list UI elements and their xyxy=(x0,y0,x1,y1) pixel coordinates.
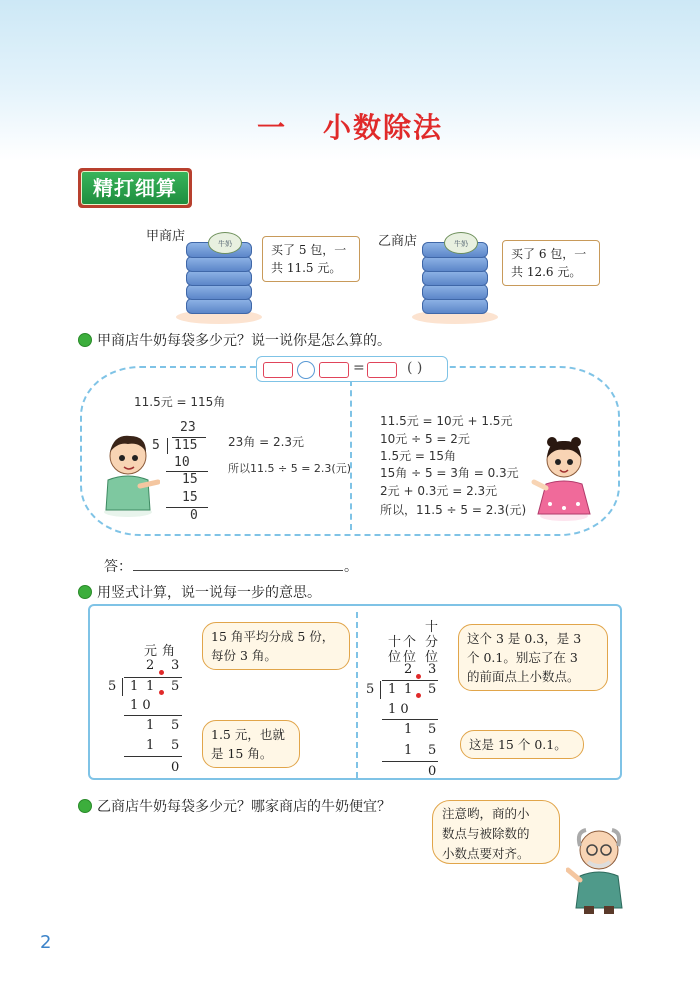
right-quotient-dec: 3 xyxy=(428,662,437,677)
page-number: 2 xyxy=(40,932,52,953)
left-step-1: 1 0 xyxy=(130,698,151,713)
left-dividend-2: 1 xyxy=(146,679,155,694)
left-dividend-1: 1 xyxy=(130,679,139,694)
section-badge-label: 精打细算 xyxy=(81,171,189,205)
girl-step-6: 所以，11.5 ÷ 5 = 2.3(元) xyxy=(380,503,527,517)
question-3: 乙商店牛奶每袋多少元？哪家商店的牛奶便宜？ xyxy=(78,796,391,816)
girl-step-1: 11.5元 = 10元 + 1.5元 xyxy=(380,414,513,428)
right-dividend-3: 5 xyxy=(428,682,437,697)
right-step-3b: 5 xyxy=(428,743,437,758)
unit-jiao: 角 xyxy=(162,644,176,659)
boy-step2: 15 xyxy=(182,472,198,487)
boy-step3: 15 xyxy=(182,490,198,505)
chapter-name: 小数除法 xyxy=(323,111,444,144)
unit-yuan: 元 xyxy=(144,644,158,659)
right-bubble-2: 这是 15 个 0.1。 xyxy=(460,730,584,759)
teacher-tip-bubble: 注意哟，商的小 数点与被除数的 小数点要对齐。 xyxy=(432,800,560,864)
boy-illustration xyxy=(94,428,160,520)
boy-divisor: 5 xyxy=(152,438,160,453)
right-step-2a: 1 xyxy=(404,722,413,737)
question-2: 用竖式计算，说一说每一步的意思。 xyxy=(78,582,321,602)
answer-label: 答： xyxy=(104,559,132,575)
left-dividend-3: 5 xyxy=(171,679,180,694)
left-divisor: 5 xyxy=(108,679,117,694)
chapter-number: 一 xyxy=(256,111,287,144)
left-dividend-decimal-point xyxy=(159,690,164,695)
right-step-1: 1 0 xyxy=(388,702,409,717)
shop-b-label: 乙商店 xyxy=(378,234,418,249)
boy-note-2: 所以11.5 ÷ 5 = 2.3(元) xyxy=(228,462,351,475)
equals-sign: = xyxy=(353,360,365,376)
section-badge xyxy=(78,168,192,208)
girl-step-3: 1.5元 = 15角 xyxy=(380,449,457,463)
chapter-title xyxy=(0,106,700,146)
blank-parens: ( ) xyxy=(407,360,423,376)
place-label-shi: 十 xyxy=(425,620,439,635)
right-quotient-int: 2 xyxy=(404,662,413,677)
left-quotient-int: 2 xyxy=(146,658,155,673)
girl-step-2: 10元 ÷ 5 = 2元 xyxy=(380,432,470,446)
boy-conversion: 11.5元 = 115角 xyxy=(134,395,226,409)
right-step-3a: 1 xyxy=(404,743,413,758)
left-step-3a: 1 xyxy=(146,738,155,753)
girl-illustration xyxy=(530,432,600,522)
blank-operator-circle xyxy=(297,361,315,379)
left-step-3b: 5 xyxy=(171,738,180,753)
right-dividend-1: 1 xyxy=(388,682,397,697)
blank-box-1 xyxy=(263,362,293,378)
place-label-shi: 十 xyxy=(388,635,402,650)
shop-a-note: 买了 5 包，一 共 11.5 元。 xyxy=(262,236,360,282)
answer-end: 。 xyxy=(344,559,358,575)
green-bullet-icon xyxy=(78,585,92,599)
right-dividend-2: 1 xyxy=(404,682,413,697)
green-bullet-icon xyxy=(78,799,92,813)
question-1: 甲商店牛奶每袋多少元？说一说你是怎么算的。 xyxy=(78,330,391,350)
boy-note-1: 23角 = 2.3元 xyxy=(228,435,305,449)
boy-remainder: 0 xyxy=(190,508,198,523)
right-remainder: 0 xyxy=(428,764,437,779)
blank-box-3 xyxy=(367,362,397,378)
left-step-2b: 5 xyxy=(171,718,180,733)
place-label-ge: 个 xyxy=(403,635,417,650)
formula-template xyxy=(256,356,448,382)
right-divisor: 5 xyxy=(366,682,375,697)
right-dividend-decimal-point xyxy=(416,693,421,698)
milk-bag-icon: 牛奶 xyxy=(444,232,478,254)
place-label-wei: 位 xyxy=(388,650,402,665)
left-quotient-dec: 3 xyxy=(171,658,180,673)
left-remainder: 0 xyxy=(171,760,180,775)
green-bullet-icon xyxy=(78,333,92,347)
right-bubble-1: 这个 3 是 0.3，是 3 个 0.1。别忘了在 3 的前面点上小数点。 xyxy=(458,624,608,691)
milk-bag-icon: 牛奶 xyxy=(208,232,242,254)
place-label-wei: 位 xyxy=(403,650,417,665)
left-quotient-decimal-point xyxy=(159,670,164,675)
place-label-wei: 位 xyxy=(425,650,439,665)
answer-blank[interactable] xyxy=(133,570,343,571)
left-step-2a: 1 xyxy=(146,718,155,733)
girl-step-5: 2元 + 0.3元 = 2.3元 xyxy=(380,484,498,498)
left-bubble-1: 15 角平均分成 5 份， 每份 3 角。 xyxy=(202,622,350,670)
shop-a-milk-bags-illustration xyxy=(186,238,258,316)
girl-step-4: 15角 ÷ 5 = 3角 = 0.3元 xyxy=(380,466,519,480)
left-bubble-2: 1.5 元，也就 是 15 角。 xyxy=(202,720,300,768)
place-label-fen: 分 xyxy=(425,635,439,650)
shop-a-label: 甲商店 xyxy=(146,229,186,244)
right-step-2b: 5 xyxy=(428,722,437,737)
frame-divider xyxy=(356,612,358,778)
boy-step1: 10 xyxy=(174,455,190,470)
teacher-illustration xyxy=(566,820,632,916)
shop-b-milk-bags-illustration xyxy=(422,238,494,316)
boy-dividend: 115 xyxy=(174,438,198,453)
shop-b-note: 买了 6 包，一 共 12.6 元。 xyxy=(502,240,600,286)
cloud-divider xyxy=(350,380,352,530)
boy-quotient: 23 xyxy=(180,420,196,435)
blank-box-2 xyxy=(319,362,349,378)
right-quotient-decimal-point xyxy=(416,674,421,679)
